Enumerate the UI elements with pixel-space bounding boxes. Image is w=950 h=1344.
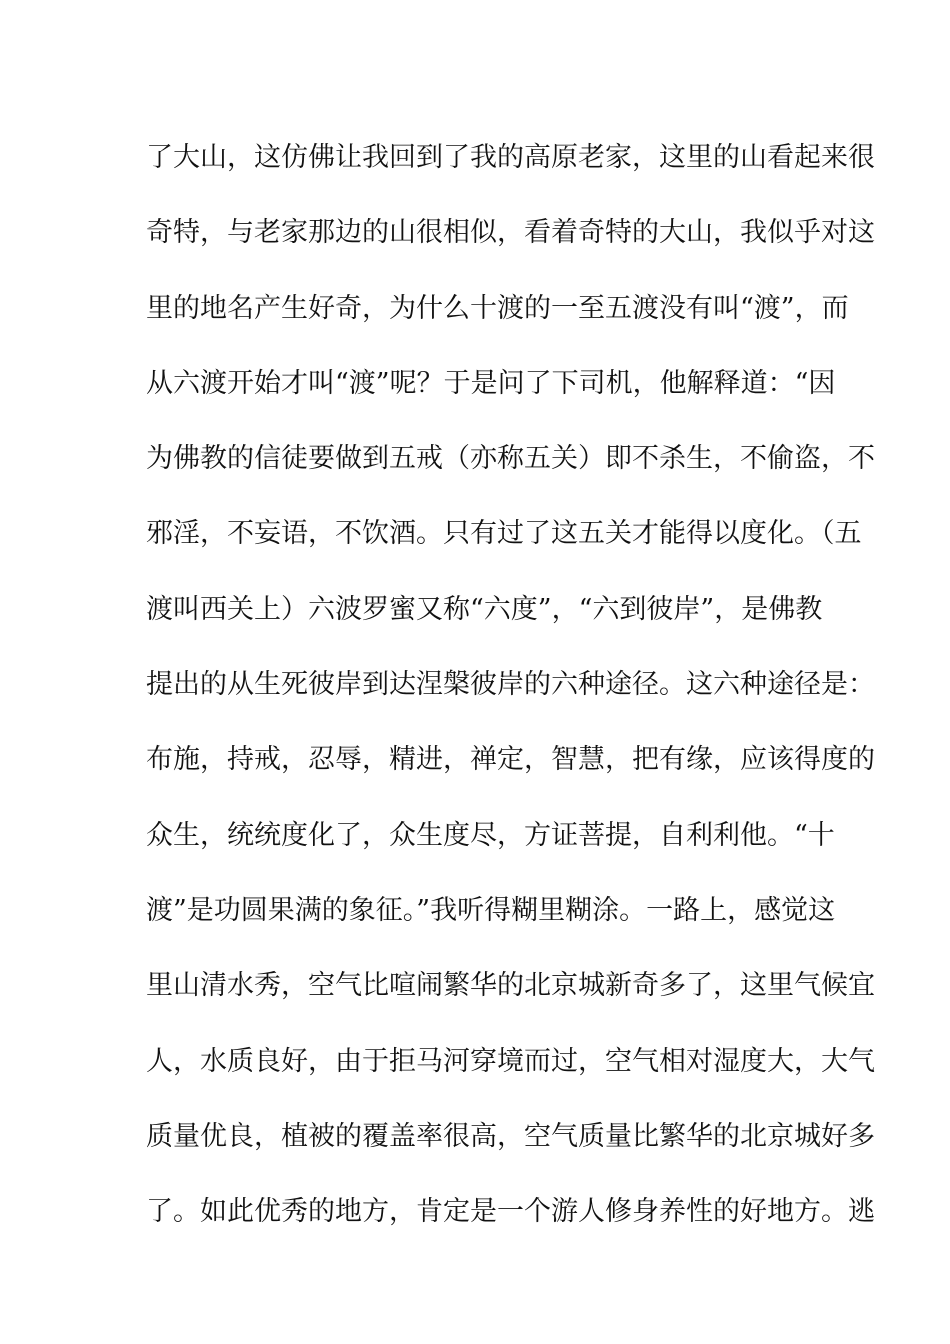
text-line: 为佛教的信徒要做到五戒（亦称五关）即不杀生，不偷盗，不 <box>146 443 875 475</box>
text-line: 奇特，与老家那边的山很相似，看着奇特的大山，我似乎对这 <box>146 217 875 249</box>
text-line: 了。如此优秀的地方，肯定是一个游人修身养性的好地方。逃 <box>146 1196 875 1228</box>
text-line: 布施，持戒，忍辱，精进，禅定，智慧，把有缘，应该得度的 <box>146 744 875 776</box>
text-line: 了大山，这仿佛让我回到了我的高原老家，这里的山看起来很 <box>146 142 875 173</box>
text-line: 从六渡开始才叫“渡”呢？于是问了下司机，他解释道：“因 <box>146 367 836 399</box>
text-line: 渡”是功圆果满的象征。”我听得糊里糊涂。一路上，感觉这 <box>146 894 836 926</box>
text-line: 人，水质良好，由于拒马河穿境而过，空气相对湿度大，大气 <box>146 1045 875 1077</box>
text-line: 邪淫，不妄语，不饮酒。只有过了这五关才能得以度化。（五 <box>146 518 862 550</box>
text-line: 渡叫西关上）六波罗蜜又称“六度”，“六到彼岸”，是佛教 <box>146 593 823 625</box>
text-line: 众生，统统度化了，众生度尽，方证菩提，自利利他。“十 <box>146 819 835 851</box>
body-text <box>146 136 875 1265</box>
text-line: 里山清水秀，空气比喧闹繁华的北京城新奇多了，这里气候宜 <box>146 970 875 1002</box>
text-line: 里的地名产生好奇，为什么十渡的一至五渡没有叫“渡”，而 <box>146 292 849 324</box>
text-line: 提出的从生死彼岸到达涅槃彼岸的六种途径。这六种途径是： <box>146 669 875 701</box>
text-line: 质量优良，植被的覆盖率很高，空气质量比繁华的北京城好多 <box>146 1120 875 1152</box>
